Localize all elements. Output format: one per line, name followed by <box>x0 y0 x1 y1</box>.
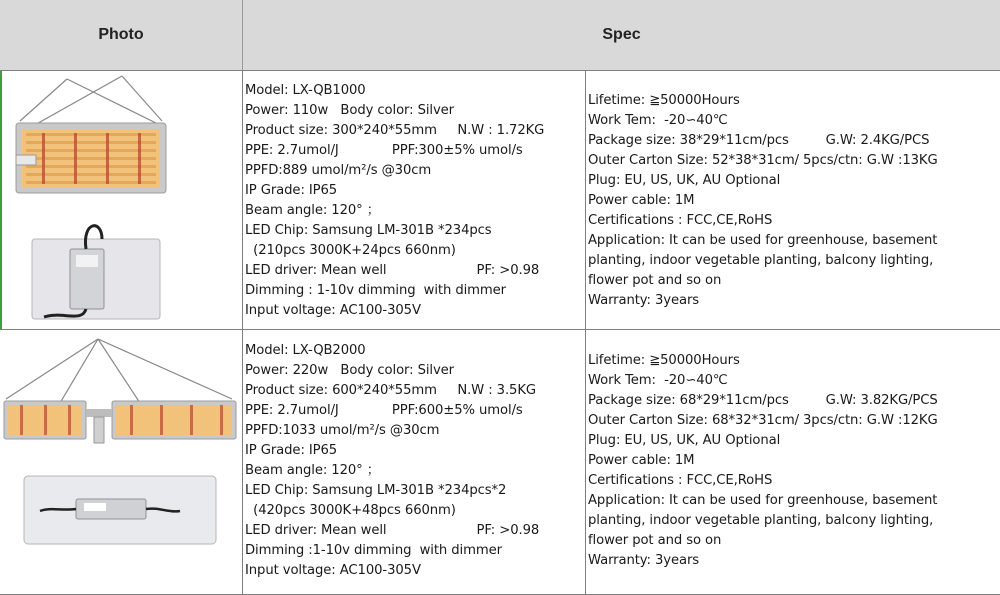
spec-line: Work Tem: -20∽40℃ <box>588 113 728 128</box>
spec-line: LED Chip: Samsung LM-301B *234pcs <box>245 223 492 238</box>
spec-line: Input voltage: AC100-305V <box>245 563 421 578</box>
spec-line: (210pcs 3000K+24pcs 660nm) <box>245 243 456 258</box>
spec-line: Input voltage: AC100-305V <box>245 303 421 318</box>
spec-line: Power: 220w Body color: Silver <box>245 363 455 378</box>
spec-line: PPE: 2.7umol/J PPF:600±5% umol/s <box>245 403 523 418</box>
spec-line: planting, indoor vegetable planting, balcony lighting, <box>588 253 934 268</box>
spec-line: Power cable: 1M <box>588 453 695 468</box>
spec-line: LED Chip: Samsung LM-301B *234pcs*2 <box>245 483 507 498</box>
spec-line: planting, indoor vegetable planting, balcony lighting, <box>588 513 934 528</box>
spec-line: Product size: 600*240*55mm N.W : 3.5KG <box>245 383 536 398</box>
spec-line: Lifetime: ≧50000Hours <box>588 353 740 368</box>
product-photo-qb1000 <box>0 71 242 329</box>
spec-line: Outer Carton Size: 68*32*31cm/ 3pcs/ctn: G.W :12KG <box>588 413 938 428</box>
spec-line: PPFD:1033 umol/m²/s @30cm <box>245 423 440 438</box>
column-header-spec: Spec <box>243 0 1000 70</box>
spec-line: Power cable: 1M <box>588 193 695 208</box>
spec-line: Package size: 68*29*11cm/pcs G.W: 3.82KG/PCS <box>588 393 938 408</box>
spec-line: Dimming :1-10v dimming with dimmer <box>245 543 502 558</box>
spec-list-right-qb1000 <box>588 91 998 311</box>
spec-line: PPE: 2.7umol/J PPF:300±5% umol/s <box>245 143 523 158</box>
spec-line: PPFD:889 umol/m²/s @30cm <box>245 163 432 178</box>
spec-line: Dimming : 1-10v dimming with dimmer <box>245 283 506 298</box>
row-divider <box>0 329 1000 330</box>
spec-line: Model: LX-QB1000 <box>245 83 366 98</box>
spec-list-left-qb1000 <box>245 81 583 321</box>
spec-list-left-qb2000 <box>245 341 583 581</box>
spec-line: Warranty: 3years <box>588 553 700 568</box>
spec-line: Work Tem: -20∽40℃ <box>588 373 728 388</box>
spec-line: LED driver: Mean well PF: >0.98 <box>245 263 540 278</box>
spec-line: Certifications : FCC,CE,RoHS <box>588 213 773 228</box>
spec-line: Package size: 38*29*11cm/pcs G.W: 2.4KG/PCS <box>588 133 930 148</box>
spec-line: Beam angle: 120° ； <box>245 463 380 478</box>
column-header-photo: Photo <box>0 0 243 70</box>
product-photo-qb2000 <box>0 331 242 593</box>
spec-line: Warranty: 3years <box>588 293 700 308</box>
spec-line: Lifetime: ≧50000Hours <box>588 93 740 108</box>
spec-line: Application: It can be used for greenhouse, basement <box>588 233 938 248</box>
spec-line: flower pot and so on <box>588 273 722 288</box>
spec-list-right-qb2000 <box>588 351 998 571</box>
spec-line: IP Grade: IP65 <box>245 183 338 198</box>
spec-line: Product size: 300*240*55mm N.W : 1.72KG <box>245 123 545 138</box>
spec-line: Beam angle: 120° ； <box>245 203 380 218</box>
spec-line: flower pot and so on <box>588 533 722 548</box>
column-divider <box>242 70 243 595</box>
spec-line: Power: 110w Body color: Silver <box>245 103 455 118</box>
spec-line: Plug: EU, US, UK, AU Optional <box>588 433 781 448</box>
spec-line: Outer Carton Size: 52*38*31cm/ 5pcs/ctn: G.W :13KG <box>588 153 938 168</box>
spec-line: Plug: EU, US, UK, AU Optional <box>588 173 781 188</box>
column-divider <box>585 70 586 595</box>
spec-line: IP Grade: IP65 <box>245 443 338 458</box>
spec-line: (420pcs 3000K+48pcs 660nm) <box>245 503 456 518</box>
spec-line: Model: LX-QB2000 <box>245 343 366 358</box>
spec-line: Certifications : FCC,CE,RoHS <box>588 473 773 488</box>
spec-line: LED driver: Mean well PF: >0.98 <box>245 523 540 538</box>
spec-line: Application: It can be used for greenhouse, basement <box>588 493 938 508</box>
